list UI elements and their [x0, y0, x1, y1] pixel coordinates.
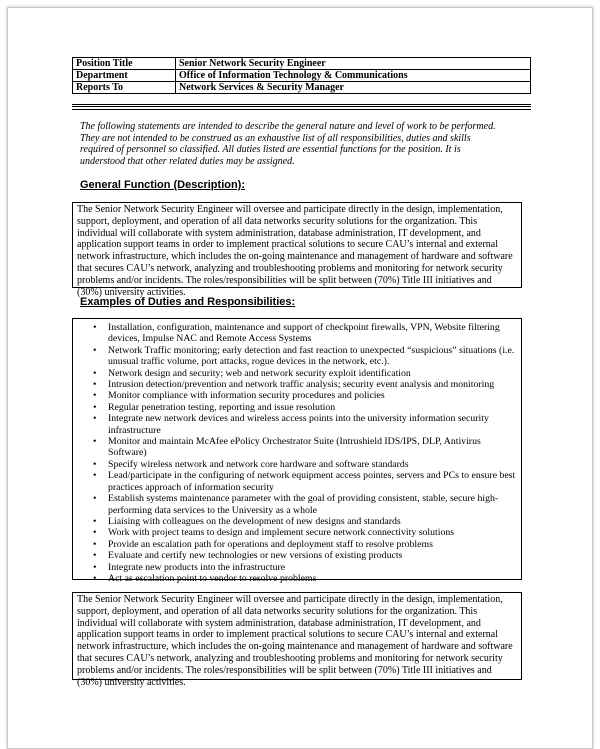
- table-row: [73, 70, 531, 82]
- general-function-heading: General Function (Description):: [80, 179, 246, 191]
- list-item: • Lead/participate in the configuring of network equipment access pointes, servers and PCs to ensure best practices approach of information security: [108, 470, 517, 493]
- list-item: • Specify wireless network and network core hardware and software standards: [108, 459, 517, 470]
- summary-text-box: The Senior Network Security Engineer will oversee and participate directly in the design, implementation, support, deployment, and operation of all data networks security solutions for the organization. This individual will collaborate with system administration, database administration, IT development, and application support teams in order to implement practical solutions to secure CAU’s internal and external network infrastructure, which includes the on-going maintenance and management of hardware and software that secures CAU’s network, analyzing and troubleshooting problems and monitoring for network security problems and/or incidents. The roles/responsibilities will be split between (70%) Title III initiatives and (30%) university activities.: [72, 592, 522, 680]
- reports-to-label: Reports To: [73, 82, 176, 94]
- position-title-label: Position Title: [73, 58, 176, 70]
- list-item: • Liaising with colleagues on the development of new designs and standards: [108, 516, 517, 527]
- divider: [72, 104, 531, 107]
- list-item: • Evaluate and certify new technologies or new versions of existing products: [108, 550, 517, 561]
- list-item: • Network Traffic monitoring; early detection and fast reaction to unexpected “suspicious” situations (i.e. unusual traffic volume, port attacks, rogue devices in the network, etc.).: [108, 345, 517, 368]
- list-item: • Act as escalation point to vendor to resolve problems: [108, 573, 517, 584]
- list-item: • Monitor and maintain McAfee ePolicy Orchestrator Suite (Intrushield IDS/IPS, DLP, Antivirus Software): [108, 436, 517, 459]
- list-item: • Establish systems maintenance parameter with the goal of providing consistent, stable, secure high-performing data services to the University as a whole: [108, 493, 517, 516]
- duties-list: [77, 322, 517, 584]
- table-row: [73, 82, 531, 94]
- list-item: • Integrate new network devices and wireless access points into the university information security infrastructure: [108, 413, 517, 436]
- duties-box: [72, 318, 522, 584]
- department-label: Department: [73, 70, 176, 82]
- list-item: • Regular penetration testing, reporting and issue resolution: [108, 402, 517, 413]
- list-item: • Work with project teams to design and implement secure network connectivity solutions: [108, 527, 517, 538]
- list-item: • Installation, configuration, maintenance and support of checkpoint firewalls, VPN, Website filtering devices, Impulse NAC and Remote Access Systems: [108, 322, 517, 345]
- intro-statement: The following statements are intended to describe the general nature and level of work to be performed. They are not intended to be construed as an exhaustive list of all responsibilities, duties and skills required of personnel so classified. All duties listed are essential functions for the position. It is understood that other related duties may be assigned.: [80, 121, 496, 167]
- list-item: • Intrusion detection/prevention and network traffic analysis; security event analysis and monitoring: [108, 379, 517, 390]
- duties-heading: Examples of Duties and Responsibilities:: [80, 296, 296, 308]
- list-item: • Monitor compliance with information security procedures and policies: [108, 390, 517, 401]
- position-title-value: Senior Network Security Engineer: [176, 58, 531, 70]
- table-row: [73, 58, 531, 70]
- position-info-table: [72, 57, 531, 94]
- divider: [72, 109, 531, 110]
- reports-to-value: Network Services & Security Manager: [176, 82, 531, 94]
- general-function-text: The Senior Network Security Engineer will oversee and participate directly in the design, implementation, support, deployment, and operation of all data networks security solutions for the organization. This individual will collaborate with system administration, database administration, IT development, and application support teams in order to implement practical solutions to secure CAU’s internal and external network infrastructure, which includes the on-going maintenance and management of hardware and software that secures CAU’s network, analyzing and troubleshooting problems and monitoring for network security problems and/or incidents. The roles/responsibilities will be split between (70%) Title III initiatives and (30%) university activities.: [72, 202, 522, 288]
- department-value: Office of Information Technology & Communications: [176, 70, 531, 82]
- list-item: • Network design and security; web and network security exploit identification: [108, 368, 517, 379]
- list-item: • Provide an escalation path for operations and deployment staff to resolve problems: [108, 539, 517, 550]
- list-item: • Integrate new products into the infrastructure: [108, 562, 517, 573]
